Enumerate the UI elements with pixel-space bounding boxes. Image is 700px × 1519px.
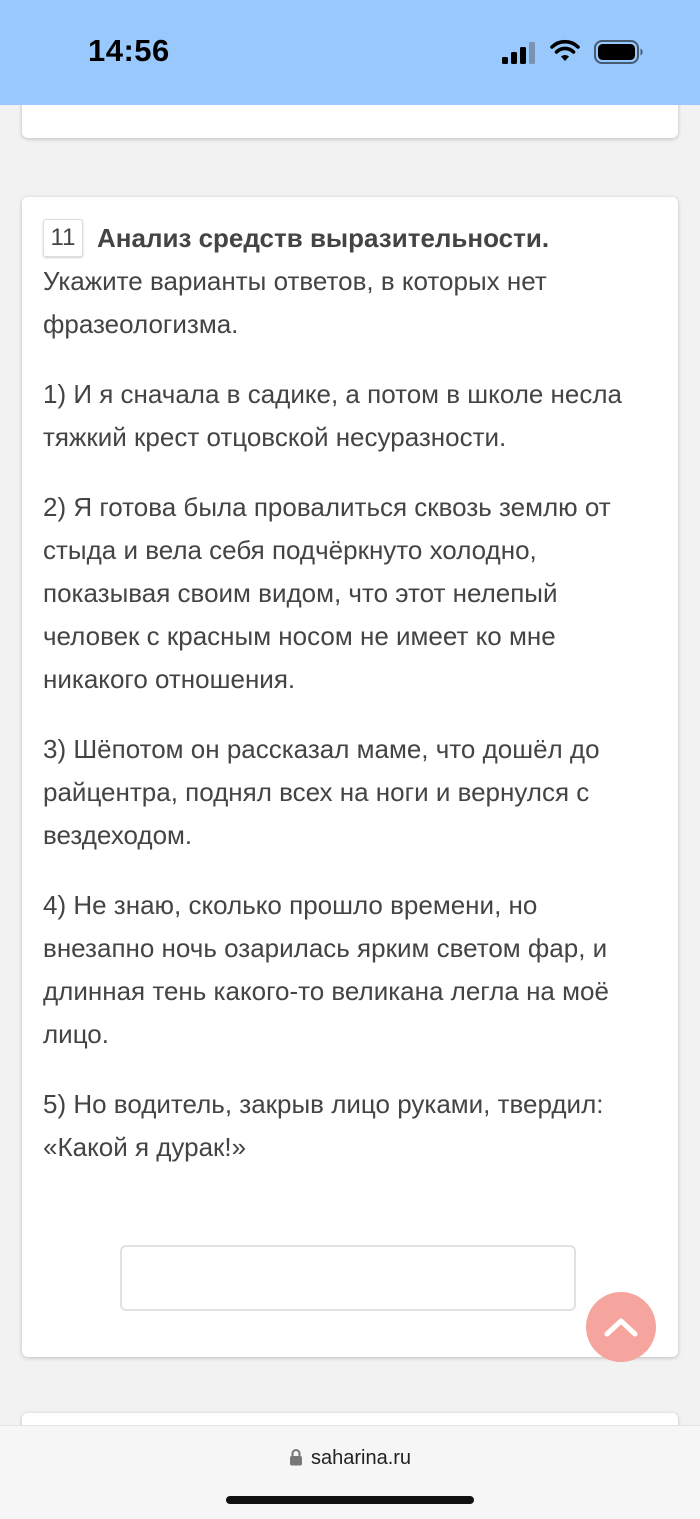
chevron-up-icon [603, 1316, 639, 1338]
answer-option-3: 3) Шёпотом он рассказал маме, что дошёл до райцентра, поднял всех на ноги и вернулся с вездеходом. [43, 734, 600, 850]
answer-option-1: 1) И я сначала в садике, а потом в школе несла тяжкий крест отцовской несуразности. [43, 379, 623, 452]
home-indicator[interactable] [226, 1496, 474, 1504]
answer-option-4: 4) Не знаю, сколько прошло времени, но внезапно ночь озарилась ярким светом фар, и длинная тень какого-то великана легла на моё лицо. [43, 890, 609, 1049]
lock-icon [289, 1448, 303, 1466]
task-title: Анализ средств выразительности. [97, 223, 550, 253]
scroll-to-top-button[interactable] [586, 1292, 656, 1362]
task-prompt: Укажите варианты ответов, в которых нет фразеологизма. [43, 266, 547, 339]
answer-option-5: 5) Но водитель, закрыв лицо руками, твердил: «Какой я дурак!» [43, 1089, 604, 1162]
address-bar[interactable] [0, 1447, 700, 1470]
answer-input[interactable] [120, 1245, 576, 1311]
wifi-icon [550, 39, 580, 63]
answer-option-2: 2) Я готова была провалиться сквозь землю от стыда и вела себя подчёркнуто холодно, показывая своим видом, что этот нелепый человек с красным носом не имеет ко мне никакого отношения. [43, 492, 611, 694]
battery-icon [594, 40, 644, 64]
status-time: 14:56 [88, 33, 170, 68]
task-number-badge: 11 [43, 219, 83, 257]
task-header [43, 217, 653, 346]
signal-icon [502, 42, 538, 64]
task-content [43, 217, 653, 1169]
task-card [22, 197, 678, 1357]
browser-bottom-bar [0, 1425, 700, 1519]
url-text: saharina.ru [310, 1447, 412, 1469]
status-bar [0, 0, 700, 105]
